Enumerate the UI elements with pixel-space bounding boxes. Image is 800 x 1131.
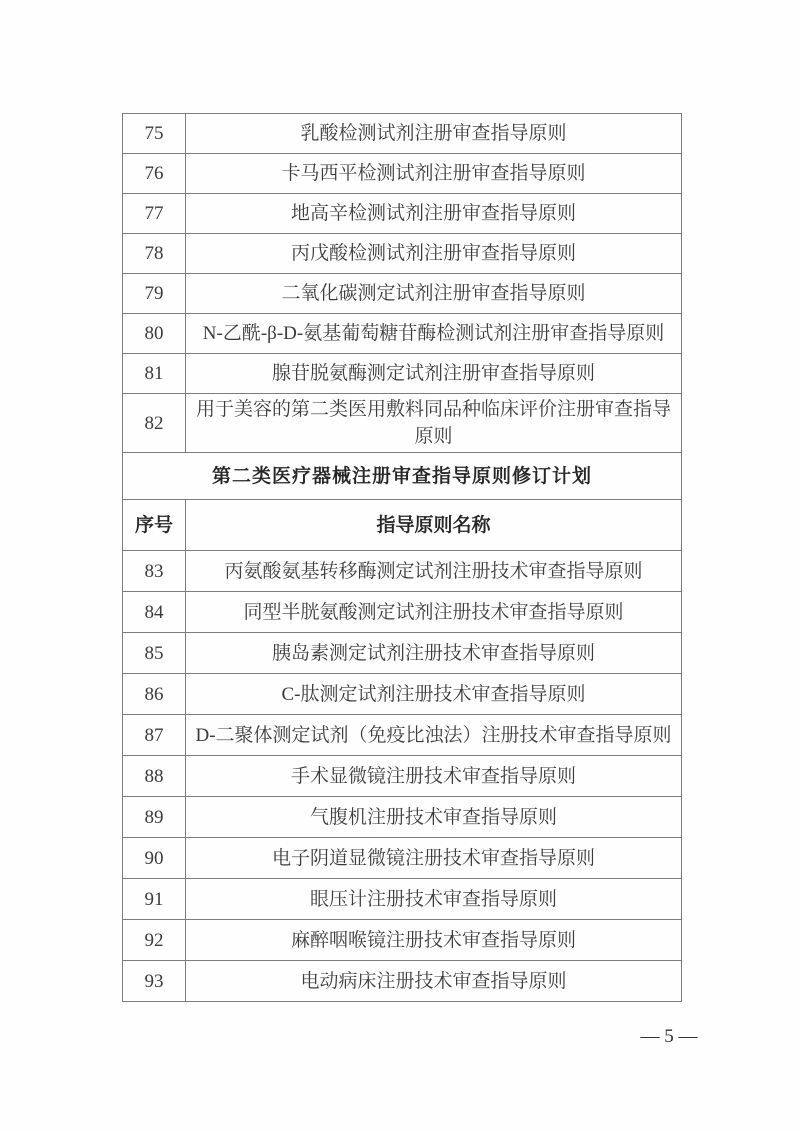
row-name-cell: 电子阴道显微镜注册技术审查指导原则 xyxy=(186,838,682,879)
row-name-cell: 二氧化碳测定试剂注册审查指导原则 xyxy=(186,274,682,314)
row-name-cell: 电动病床注册技术审查指导原则 xyxy=(186,961,682,1002)
table-row xyxy=(123,879,682,920)
row-name-cell: 眼压计注册技术审查指导原则 xyxy=(186,879,682,920)
table-row xyxy=(123,920,682,961)
row-name-cell: 同型半胱氨酸测定试剂注册技术审查指导原则 xyxy=(186,592,682,633)
table-rows-revision-plan xyxy=(123,551,682,1002)
table-row xyxy=(123,274,682,314)
row-number-cell: 90 xyxy=(123,838,186,879)
column-header-name: 指导原则名称 xyxy=(186,500,682,551)
table-row xyxy=(123,715,682,756)
row-number-cell: 78 xyxy=(123,234,186,274)
row-name-cell: 乳酸检测试剂注册审查指导原则 xyxy=(186,114,682,154)
table-row xyxy=(123,551,682,592)
guideline-table xyxy=(122,113,682,1002)
row-number-cell: 88 xyxy=(123,756,186,797)
row-name-cell: 卡马西平检测试剂注册审查指导原则 xyxy=(186,154,682,194)
table-row xyxy=(123,797,682,838)
table-row xyxy=(123,314,682,354)
column-header-number: 序号 xyxy=(123,500,186,551)
row-name-cell: 麻醉咽喉镜注册技术审查指导原则 xyxy=(186,920,682,961)
page-number: — 5 — xyxy=(640,1026,698,1047)
row-number-cell: 83 xyxy=(123,551,186,592)
row-name-cell: C-肽测定试剂注册技术审查指导原则 xyxy=(186,674,682,715)
table-row xyxy=(123,354,682,394)
row-number-cell: 86 xyxy=(123,674,186,715)
table-row xyxy=(123,674,682,715)
table-row xyxy=(123,114,682,154)
row-number-cell: 84 xyxy=(123,592,186,633)
row-name-cell: 用于美容的第二类医用敷料同品种临床评价注册审查指导原则 xyxy=(186,394,682,453)
table-row xyxy=(123,633,682,674)
row-number-cell: 92 xyxy=(123,920,186,961)
section-title: 第二类医疗器械注册审查指导原则修订计划 xyxy=(123,453,682,500)
row-number-cell: 93 xyxy=(123,961,186,1002)
row-number-cell: 81 xyxy=(123,354,186,394)
row-number-cell: 91 xyxy=(123,879,186,920)
table-row xyxy=(123,194,682,234)
table-row xyxy=(123,592,682,633)
row-name-cell: 地高辛检测试剂注册审查指导原则 xyxy=(186,194,682,234)
table-section xyxy=(123,453,682,551)
table-rows-continued xyxy=(123,114,682,453)
row-number-cell: 85 xyxy=(123,633,186,674)
row-number-cell: 82 xyxy=(123,394,186,453)
row-name-cell: 丙戊酸检测试剂注册审查指导原则 xyxy=(186,234,682,274)
table-row xyxy=(123,154,682,194)
table-row xyxy=(123,234,682,274)
section-title-row xyxy=(123,453,682,500)
row-name-cell: D-二聚体测定试剂（免疫比浊法）注册技术审查指导原则 xyxy=(186,715,682,756)
table-row xyxy=(123,756,682,797)
row-name-cell: 胰岛素测定试剂注册技术审查指导原则 xyxy=(186,633,682,674)
row-number-cell: 87 xyxy=(123,715,186,756)
table-header-row xyxy=(123,500,682,551)
row-number-cell: 79 xyxy=(123,274,186,314)
row-name-cell: 丙氨酸氨基转移酶测定试剂注册技术审查指导原则 xyxy=(186,551,682,592)
table-row xyxy=(123,394,682,453)
row-number-cell: 80 xyxy=(123,314,186,354)
row-number-cell: 76 xyxy=(123,154,186,194)
table-row xyxy=(123,961,682,1002)
row-number-cell: 77 xyxy=(123,194,186,234)
row-name-cell: N-乙酰-β-D-氨基葡萄糖苷酶检测试剂注册审查指导原则 xyxy=(186,314,682,354)
table-row xyxy=(123,838,682,879)
row-name-cell: 气腹机注册技术审查指导原则 xyxy=(186,797,682,838)
row-number-cell: 89 xyxy=(123,797,186,838)
row-name-cell: 手术显微镜注册技术审查指导原则 xyxy=(186,756,682,797)
row-name-cell: 腺苷脱氨酶测定试剂注册审查指导原则 xyxy=(186,354,682,394)
row-number-cell: 75 xyxy=(123,114,186,154)
